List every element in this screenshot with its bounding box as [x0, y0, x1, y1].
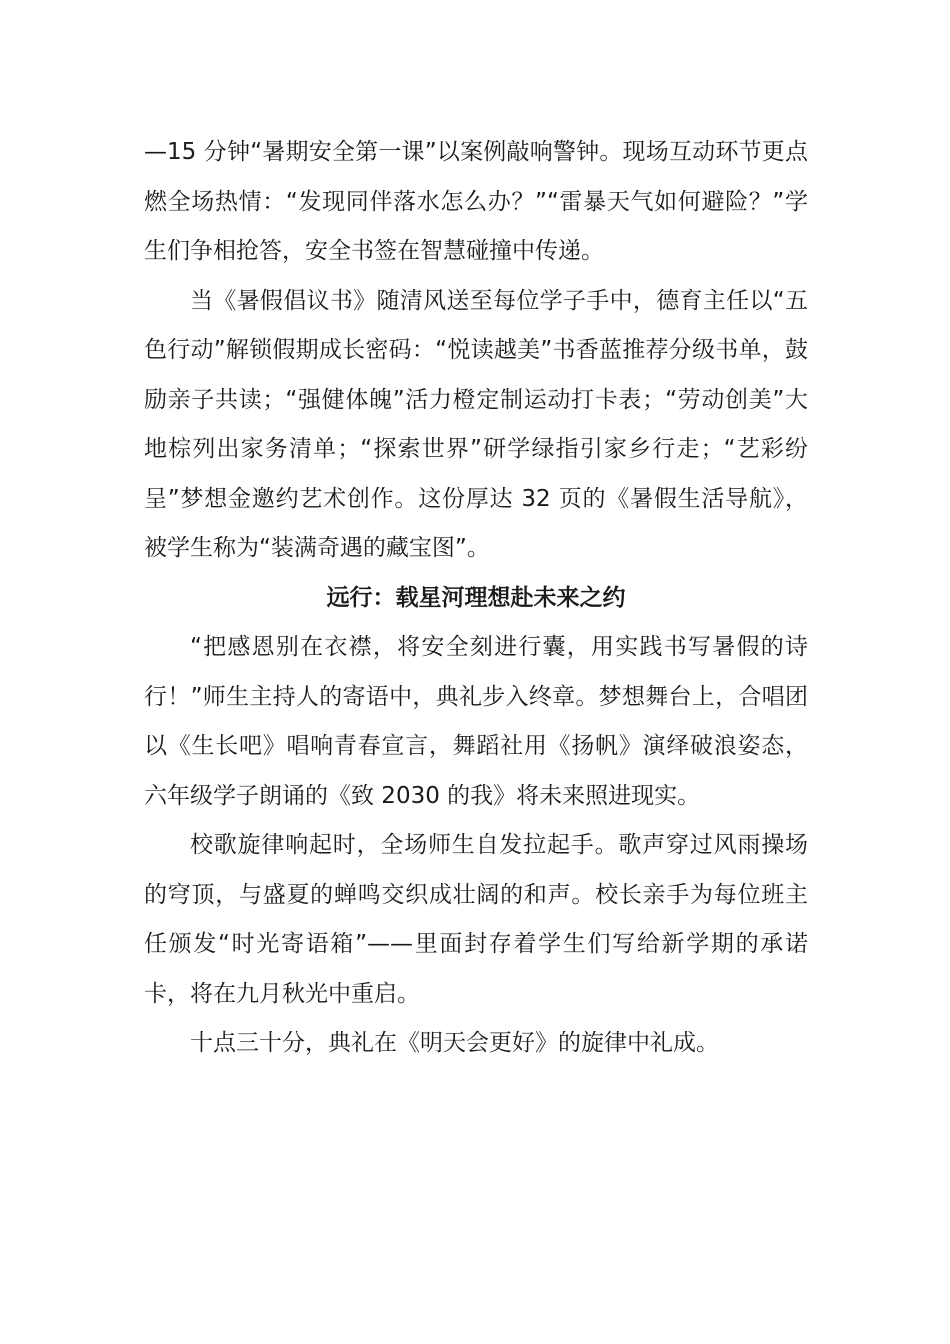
body-paragraph: 当《暑假倡议书》随清风送至每位学子手中，德育主任以“五色行动”解锁假期成长密码：“悦读越美”书香蓝推荐分级书单，鼓励亲子共读；“强健体魄”活力橙定制运动打卡表；“劳动创美”大地棕列出家务清单；“探索世界”研学绿指引家乡行走；“艺彩纷呈”梦想金邀约艺术创作。这份厚达 32 页的《暑假生活导航》，被学生称为“装满奇遇的藏宝图”。 — [144, 287, 808, 561]
body-paragraph: —15 分钟“暑期安全第一课”以案例敲响警钟。现场互动环节更点燃全场热情：“发现同伴落水怎么办？”“雷暴天气如何避险？”学生们争相抢答，安全书签在智慧碰撞中传递。 — [144, 139, 808, 264]
body-paragraph: “把感恩别在衣襟，将安全刻进行囊，用实践书写暑假的诗行！”师生主持人的寄语中，典礼步入终章。梦想舞台上，合唱团以《生长吧》唱响青春宣言，舞蹈社用《扬帆》演绎破浪姿态，六年级学子朗诵的《致 2030 的我》将未来照进现实。 — [144, 634, 808, 809]
document-page — [144, 128, 808, 1069]
section-heading: 远行：载星河理想赴未来之约 — [326, 584, 626, 611]
body-paragraph: 十点三十分，典礼在《明天会更好》的旋律中礼成。 — [190, 1030, 719, 1056]
body-paragraph: 校歌旋律响起时，全场师生自发拉起手。歌声穿过风雨操场的穹顶，与盛夏的蝉鸣交织成壮阔的和声。校长亲手为每位班主任颁发“时光寄语箱”——里面封存着学生们写给新学期的承诺卡，将在九月秋光中重启。 — [144, 832, 808, 1007]
